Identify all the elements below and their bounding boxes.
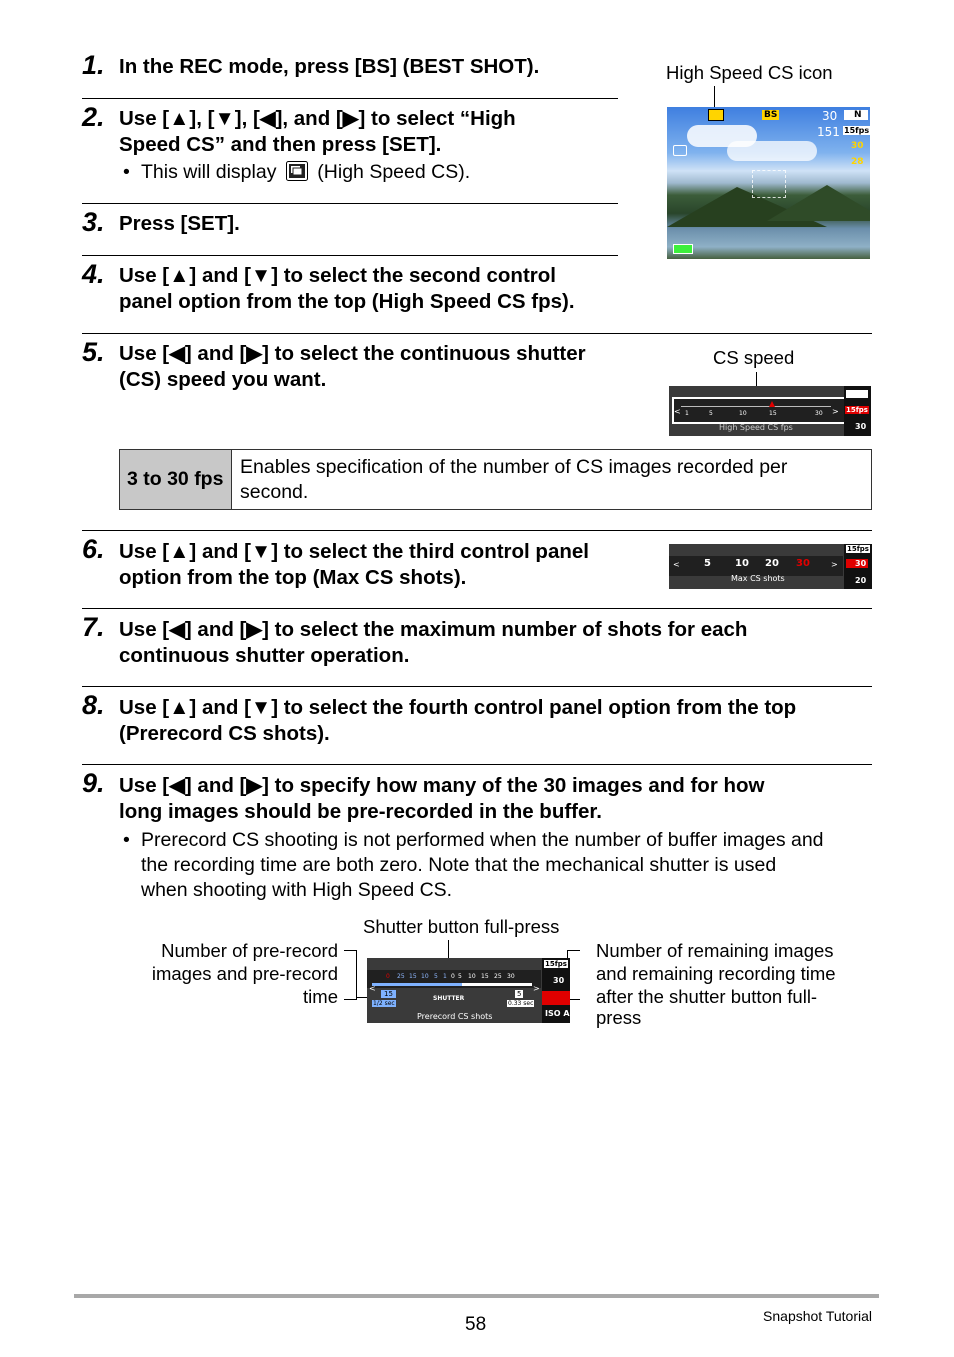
divider [82,608,872,609]
tick-label: 10 [468,973,476,980]
tick-label: 5 [458,973,462,980]
tick-label: 15 [481,973,489,980]
prerecord-active-badge [542,991,570,1005]
step-5-number: 5. [82,337,105,367]
tick-label: 30 [815,410,823,417]
step-2-number: 2. [82,102,105,132]
quality-badge [846,390,868,398]
prerecord-range-bar [372,983,462,986]
divider [82,530,872,531]
caption-remaining-line2: and remaining recording time [596,963,836,984]
step-9-bullet [123,828,824,903]
step-2-text-line1: Use [▲], [▼], [◀], and [▶] to select “High [119,107,516,130]
tick-label-selected: 30 [796,558,810,569]
caption-remaining-line4: press [596,1007,642,1028]
step-9-text-line2: long images should be pre-recorded in the buffer. [119,800,602,823]
iso-badge: ISO A [545,1009,570,1018]
left-arrow-icon: < [674,407,681,416]
focus-frame [752,170,786,198]
step-9-number: 9. [82,768,105,798]
camera-screen-bestshot [667,107,870,259]
fps-badge: 15fps [847,545,869,553]
step-9-bullet-line2: the recording time are both zero. Note that the mechanical shutter is used [141,854,777,876]
step-9-bullet-line3: when shooting with High Speed CS. [141,879,453,901]
divider [82,686,872,687]
step-5-text-line1: Use [◀] and [▶] to select the continuous shutter [119,342,586,365]
step-9-bullet-line1: Prerecord CS shooting is not performed when the number of buffer images and [141,829,824,851]
table-row [120,450,872,510]
bracket-left [344,950,357,1000]
fps-badge: 15fps [844,126,870,135]
page-number: 58 [465,1314,487,1335]
step-8-number: 8. [82,690,105,720]
caption-high-speed-cs-icon: High Speed CS icon [666,62,833,83]
step-4-number: 4. [82,259,105,289]
step-7-text-line2: continuous shutter operation. [119,644,410,667]
footer-rule [74,1294,879,1298]
right-arrow-icon: > [831,560,838,569]
step-8-text-line1: Use [▲] and [▼] to select the fourth control panel option from the top [119,696,797,719]
prerecord-panel [367,958,570,1023]
step-4-text-line2: panel option from the top (High Speed CS fps). [119,290,575,313]
remaining-count: 151 [817,125,840,139]
step-9-text-line1: Use [◀] and [▶] to specify how many of the 30 images and for how [119,774,765,797]
bullet-dot: • [123,161,130,183]
left-arrow-icon: < [369,984,376,993]
bullet-dot: • [123,829,130,851]
right-arrow-icon: > [533,984,540,993]
current-value-marker [769,401,775,407]
tick-label: 0 [386,973,390,980]
prerecord-badge: 28 [851,157,864,167]
tick-label: 1 [685,410,689,417]
step-4-text-line1: Use [▲] and [▼] to select the second control [119,264,556,287]
table-cell-desc [232,450,872,510]
caption-remaining-line1: Number of remaining images [596,940,834,961]
remaining-count: 5 [517,990,522,998]
step-2-bullet-post: (High Speed CS). [317,161,471,183]
caption-pointer-line [714,86,715,108]
tick-label: 1 [443,973,447,980]
step-7-number: 7. [82,612,105,642]
step-1-text: In the REC mode, press [BS] (BEST SHOT). [119,55,540,78]
selector-bar [669,556,843,576]
step-6-text-line1: Use [▲] and [▼] to select the third control panel [119,540,589,563]
step-2-text-line2: Speed CS” and then press [SET]. [119,133,442,156]
tick-label: 5 [704,558,711,569]
divider [82,203,618,204]
caption-shutter-full-press: Shutter button full-press [363,916,560,937]
remaining-shots: 30 [822,109,838,123]
camera-mode-icon [673,145,687,156]
tick-label: 5 [709,410,713,417]
table-cell-label: 3 to 30 fps [120,450,232,510]
shots-badge: 30 [851,141,864,151]
max-cs-shots-panel [669,544,872,589]
divider [82,98,618,99]
quality-badge: N [844,110,868,120]
panel-option-label: High Speed CS fps [719,423,793,432]
shots-badge: 30 [846,559,868,568]
caption-prerecord-line3: time [303,986,338,1007]
step-6-number: 6. [82,534,105,564]
tick-label: 20 [765,558,779,569]
shots-badge: 30 [855,422,867,431]
tick-label: 10 [735,558,749,569]
high-speed-cs-icon [286,161,308,188]
panel-option-label: Prerecord CS shots [417,1012,493,1021]
fps-badge: 15fps [846,406,868,414]
tick-label: 10 [421,973,429,980]
remaining-range-bar [462,983,532,986]
left-arrow-icon: < [673,560,680,569]
divider [82,764,872,765]
step-3-number: 3. [82,207,105,237]
prerecord-count: 15 [381,990,396,998]
tick-label: 10 [739,410,747,417]
divider [82,333,872,334]
tick-label: 5 [434,973,438,980]
battery-icon [673,244,693,254]
caption-prerecord-line1: Number of pre-record [161,940,338,961]
shots-badge: 30 [553,976,565,985]
step-7-text-line1: Use [◀] and [▶] to select the maximum number of shots for each [119,618,748,641]
prerecord-badge: 20 [855,576,867,585]
tick-label: 25 [494,973,502,980]
shutter-label: SHUTTER [433,995,465,1002]
step-2-bullet [123,160,471,188]
footer-section: Snapshot Tutorial [763,1308,872,1324]
step-6-text-line2: option from the top (Max CS shots). [119,566,467,589]
caption-prerecord-line2: images and pre-record [151,963,338,984]
panel-option-label: Max CS shots [731,574,785,583]
right-arrow-icon: > [832,407,839,416]
desc-line2: second. [240,480,309,503]
divider [82,255,618,256]
tick-label: 25 [397,973,405,980]
cs-speed-table [119,449,872,510]
caption-cs-speed: CS speed [713,347,795,368]
fps-badge: 15fps [545,960,567,968]
scale-line [681,406,831,407]
desc-line1: Enables specification of the number of CS images recorded per [240,455,788,478]
step-2-bullet-pre: This will display [141,161,277,183]
prerecord-time: 1/2 sec [373,1000,395,1007]
remaining-time: 0.33 sec [508,1000,534,1007]
tick-label: 0 [451,973,455,980]
caption-remaining-line3: after the shutter button full- [596,986,818,1007]
hs-icon-onscreen [708,109,724,121]
step-8-text-line2: (Prerecord CS shots). [119,722,330,745]
bestshot-label: BS [764,110,778,120]
step-3-text: Press [SET]. [119,212,240,235]
step-5-text-line2: (CS) speed you want. [119,368,327,391]
tick-label: 30 [507,973,515,980]
cs-speed-panel [669,386,871,436]
step-1-number: 1. [82,50,105,80]
tick-label: 15 [409,973,417,980]
tick-label: 15 [769,410,777,417]
cloud [727,141,817,161]
